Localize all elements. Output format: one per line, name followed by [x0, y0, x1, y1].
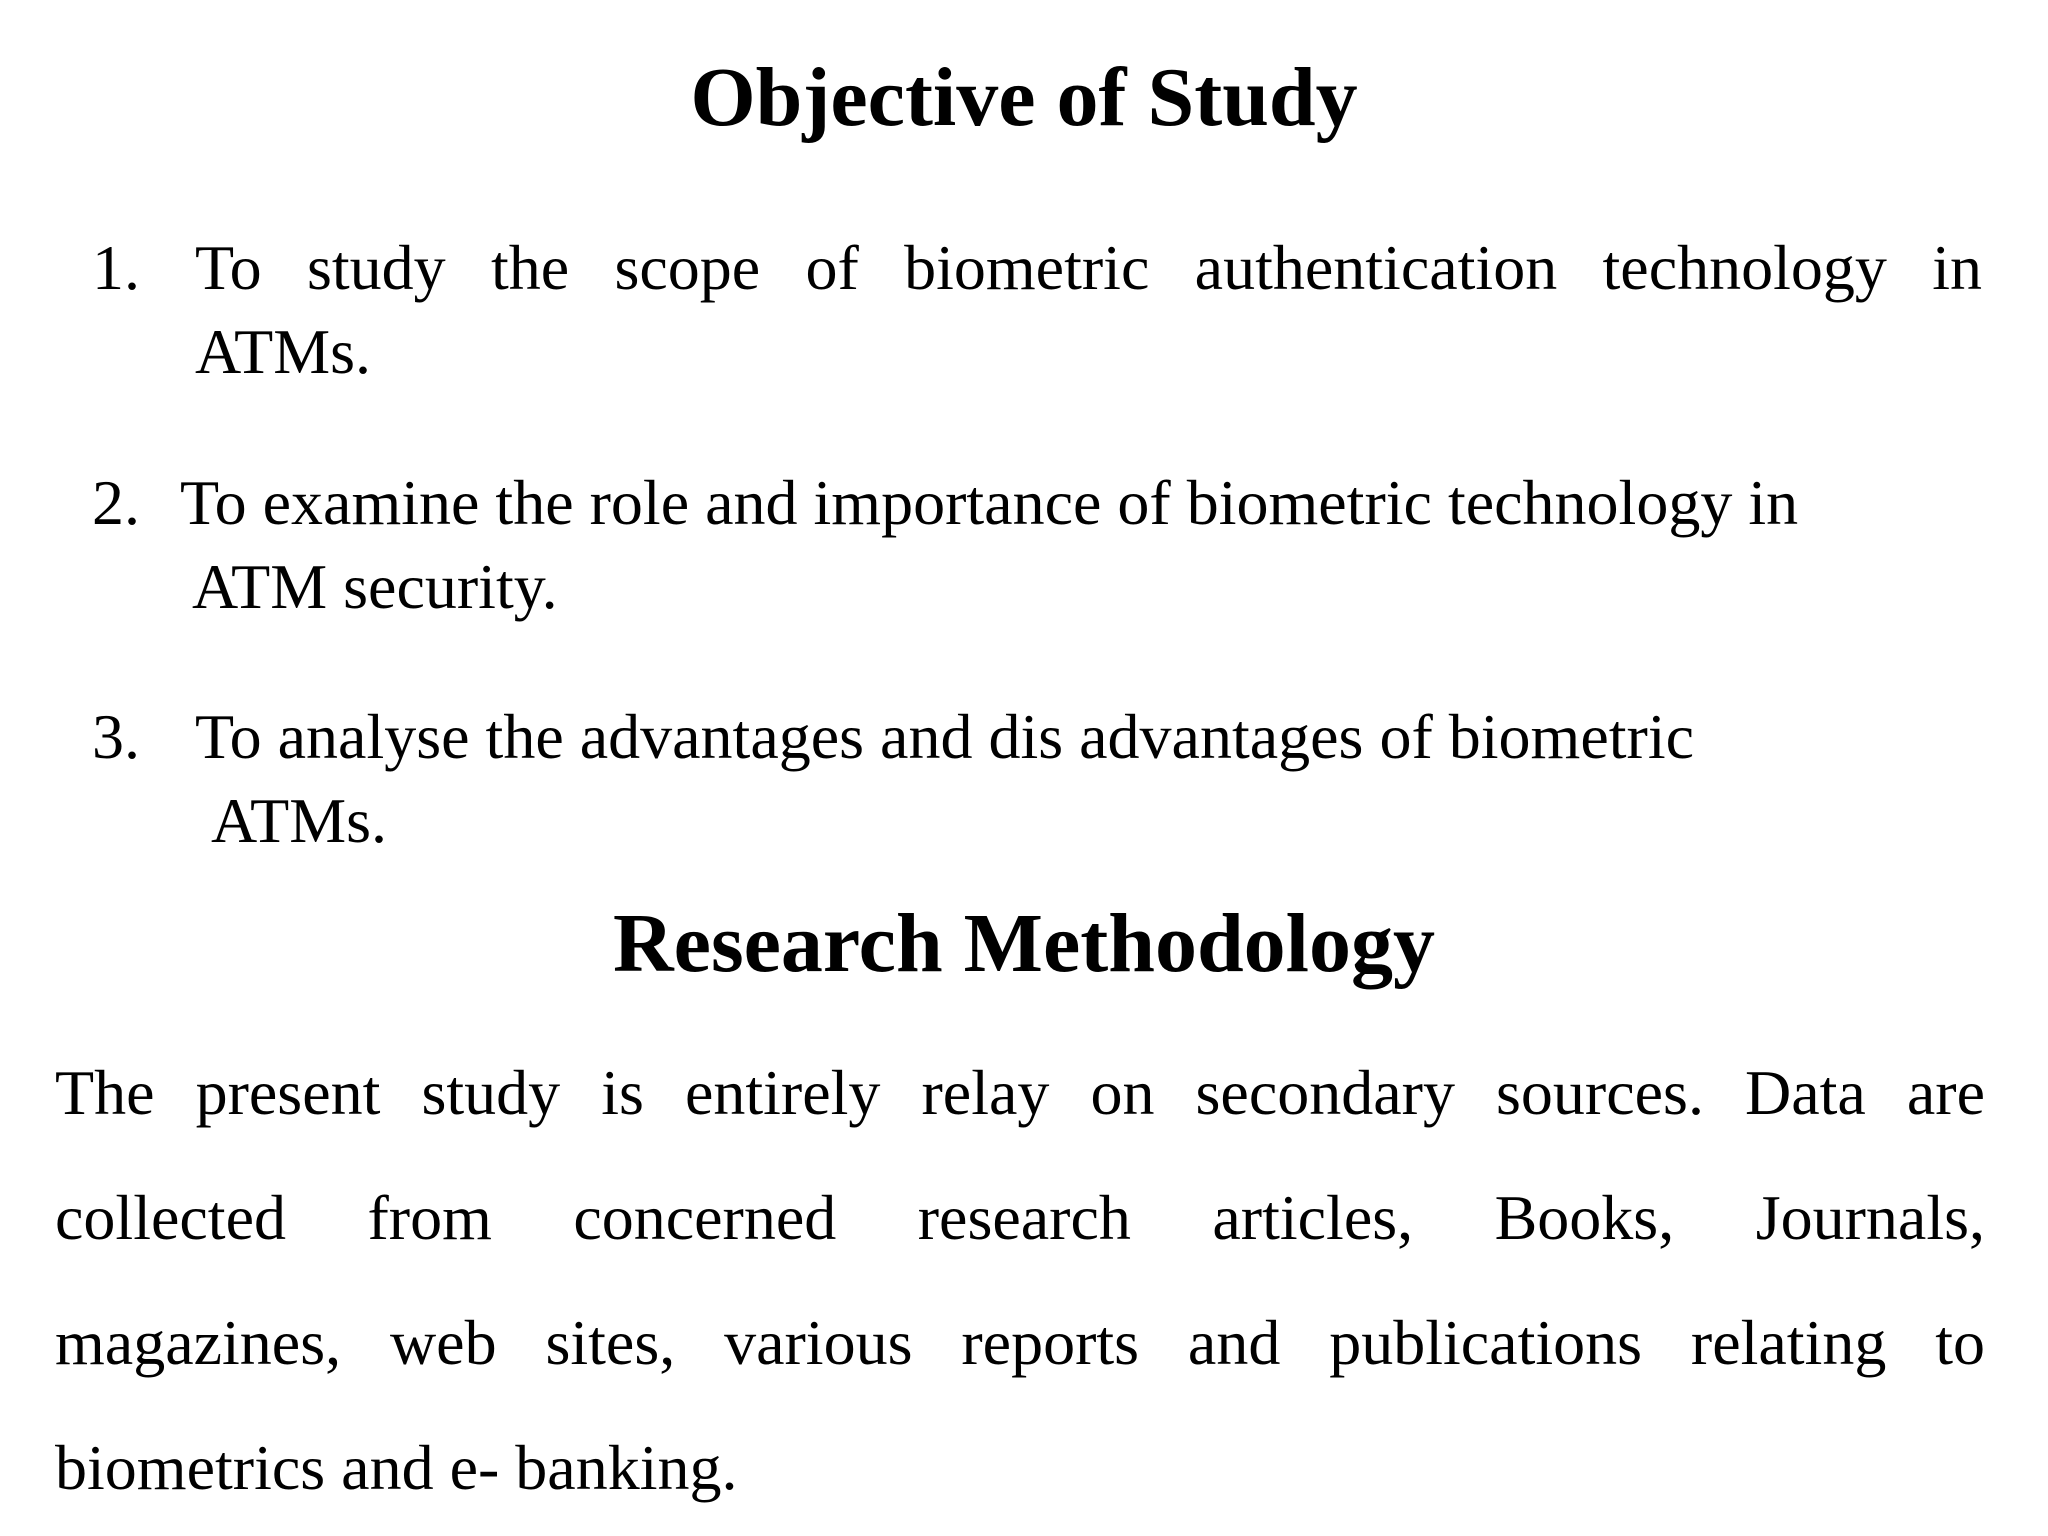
methodology-heading: Research Methodology: [613, 897, 1435, 990]
list-number: 1.: [92, 232, 140, 303]
paragraph-line: collected from concerned research articles, Books, Journals,: [55, 1182, 1985, 1253]
list-item-text: [195, 695, 1945, 863]
list-item-line: To study the scope of biometric authentication technology in: [195, 232, 1982, 303]
paragraph-line: magazines, web sites, various reports and publications relating to: [55, 1307, 1985, 1378]
list-item-line: To examine the role and importance of biometric technology in: [180, 467, 1799, 538]
objective-list-item: [92, 695, 1982, 865]
list-item-text: [195, 226, 1982, 394]
list-item-line: ATMs.: [211, 785, 388, 856]
paragraph-line: biometrics and e- banking.: [55, 1432, 738, 1503]
list-item-line: ATMs.: [195, 316, 372, 387]
list-number: 3.: [92, 701, 140, 772]
paragraph-line: The present study is entirely relay on secondary sources. Data are: [55, 1057, 1985, 1128]
methodology-paragraph: [55, 1030, 1985, 1530]
objective-list-item: [92, 226, 1982, 396]
objective-list-item: [92, 461, 1982, 631]
list-item-line: To analyse the advantages and dis advantages of biometric: [195, 701, 1694, 772]
list-number: 2.: [92, 467, 140, 538]
objective-heading: Objective of Study: [690, 51, 1358, 144]
list-item-line: ATM security.: [192, 551, 558, 622]
list-item-text: [180, 461, 1980, 629]
